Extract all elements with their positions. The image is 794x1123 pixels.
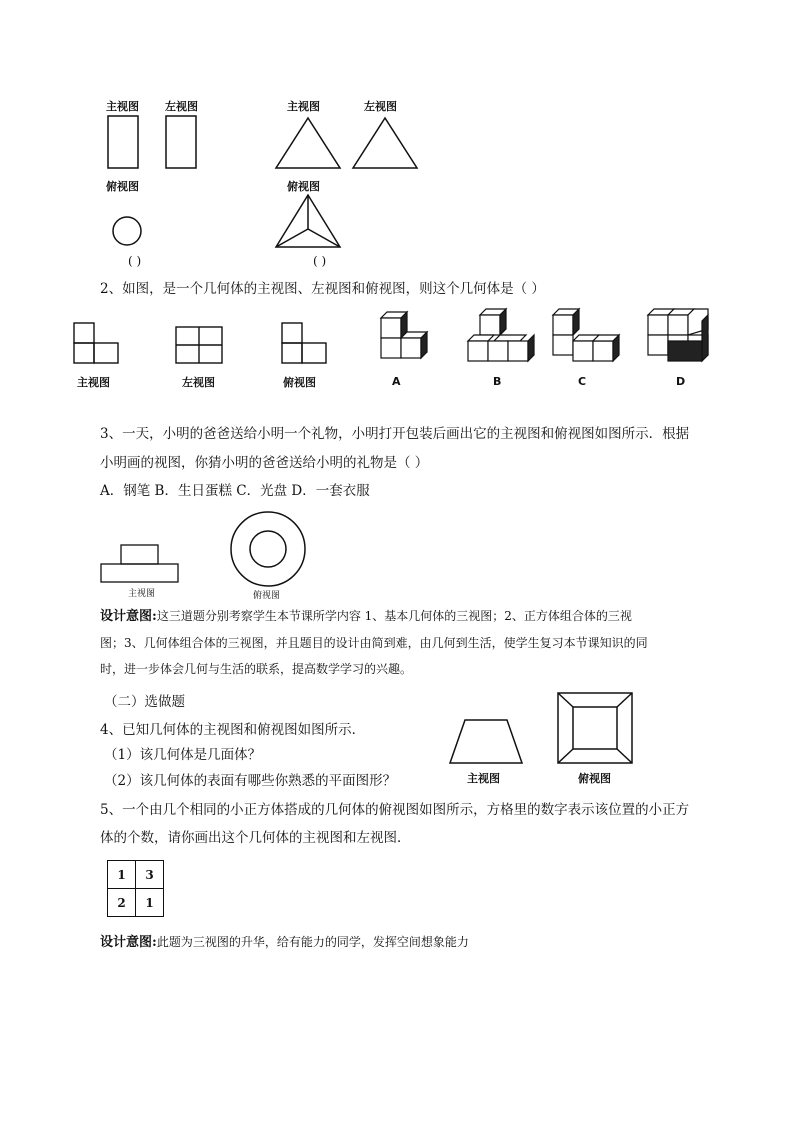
q1-left-side-label: 左视图 (165, 100, 198, 113)
q4-sub1: （1）该几何体是几面体？ (104, 747, 262, 763)
design-intent-2-text: 此题为三视图的升华，给有能力的同学，发挥空间想象能力 (156, 935, 469, 949)
q2-front-view (74, 323, 124, 368)
q2-text: 2、如图，是一个几何体的主视图、左视图和俯视图，则这个几何体是（ ） (100, 281, 545, 297)
q1-right-top-label: 俯视图 (287, 180, 320, 193)
q5-line1: 5、一个由几个相同的小正方体搭成的几何体的俯视图如图所示，方格里的数字表示该位置的小正方 (100, 802, 690, 818)
q1-right-side-label: 左视图 (364, 100, 397, 113)
q4-front-label: 主视图 (467, 772, 500, 785)
q2-option-c-label: C (578, 375, 587, 388)
q2-option-b-figure (468, 309, 538, 369)
q3-line2: 小明画的视图，你猜小明的爸爸送给小明的礼物是（ ） (100, 455, 429, 471)
q2-option-c-figure (553, 309, 623, 369)
q1-right-triangles (276, 118, 416, 170)
q5-grid-cell: 2 (108, 889, 136, 917)
q2-side-view (176, 327, 226, 367)
q4-top-label: 俯视图 (578, 772, 611, 785)
section-2-title: （二）选做题 (104, 694, 185, 710)
q1-left-rectangles (108, 116, 208, 171)
q2-option-d-label: D (676, 375, 686, 388)
q4-sub2: （2）该几何体的表面有哪些你熟悉的平面图形？ (104, 773, 397, 789)
q5-grid-row (108, 861, 164, 889)
q3-top-view (230, 511, 310, 591)
q2-option-d-figure (648, 309, 718, 369)
q4-text: 4、已知几何体的主视图和俯视图如图所示． (100, 722, 366, 738)
q5-grid-row (108, 889, 164, 917)
q3-options: A．钢笔 B．生日蛋糕 C．光盘 D．一套衣服 (100, 483, 370, 499)
q4-top-view (558, 693, 638, 769)
q3-front-view (101, 545, 181, 585)
q2-option-b-label: B (493, 375, 502, 388)
q3-top-label: 俯视图 (253, 591, 281, 601)
q4-front-view (450, 720, 530, 770)
q5-line2: 体的个数，请你画出这个几何体的主视图和左视图． (100, 830, 411, 846)
q2-top-view (282, 323, 332, 368)
q5-grid-cell: 1 (108, 861, 136, 889)
q5-grid-cell: 3 (136, 861, 164, 889)
q5-grid-cell: 1 (136, 889, 164, 917)
q2-top-label: 俯视图 (283, 376, 316, 389)
design-intent-1-line1: 这三道题分别考察学生本节课所学内容 1、基本几何体的三视图；2、正方体组合体的三视 (156, 609, 632, 623)
q1-left-answer: ( ) (128, 254, 142, 268)
design-intent-2-label: 设计意图: (100, 935, 157, 950)
design-intent-2 (100, 929, 469, 956)
q2-front-label: 主视图 (77, 376, 110, 389)
q1-left-front-label: 主视图 (106, 100, 139, 113)
q1-right-answer: ( ) (313, 254, 327, 268)
q3-front-label: 主视图 (128, 589, 156, 599)
q2-side-label: 左视图 (182, 376, 215, 389)
design-intent-1-line3: 时，进一步体会几何与生活的联系，提高数学学习的兴趣。 (100, 662, 413, 676)
q2-option-a-figure (381, 312, 431, 367)
q5-top-view-grid (107, 860, 164, 917)
q2-option-a-label: A (392, 375, 401, 388)
q1-left-circle (112, 215, 148, 251)
design-intent-1-line2: 图；3、几何体组合体的三视图，并且题目的设计由简到难，由几何到生活，使学生复习本节课知识的同 (100, 636, 648, 650)
design-intent-1 (100, 603, 740, 682)
q1-right-pyramid-top-view (276, 195, 346, 250)
design-intent-1-label: 设计意图: (100, 609, 157, 624)
q1-left-top-label: 俯视图 (106, 180, 139, 193)
q3-line1: 3、一天，小明的爸爸送给小明一个礼物，小明打开包装后画出它的主视图和俯视图如图所示．根据 (100, 426, 690, 442)
q1-right-front-label: 主视图 (287, 100, 320, 113)
